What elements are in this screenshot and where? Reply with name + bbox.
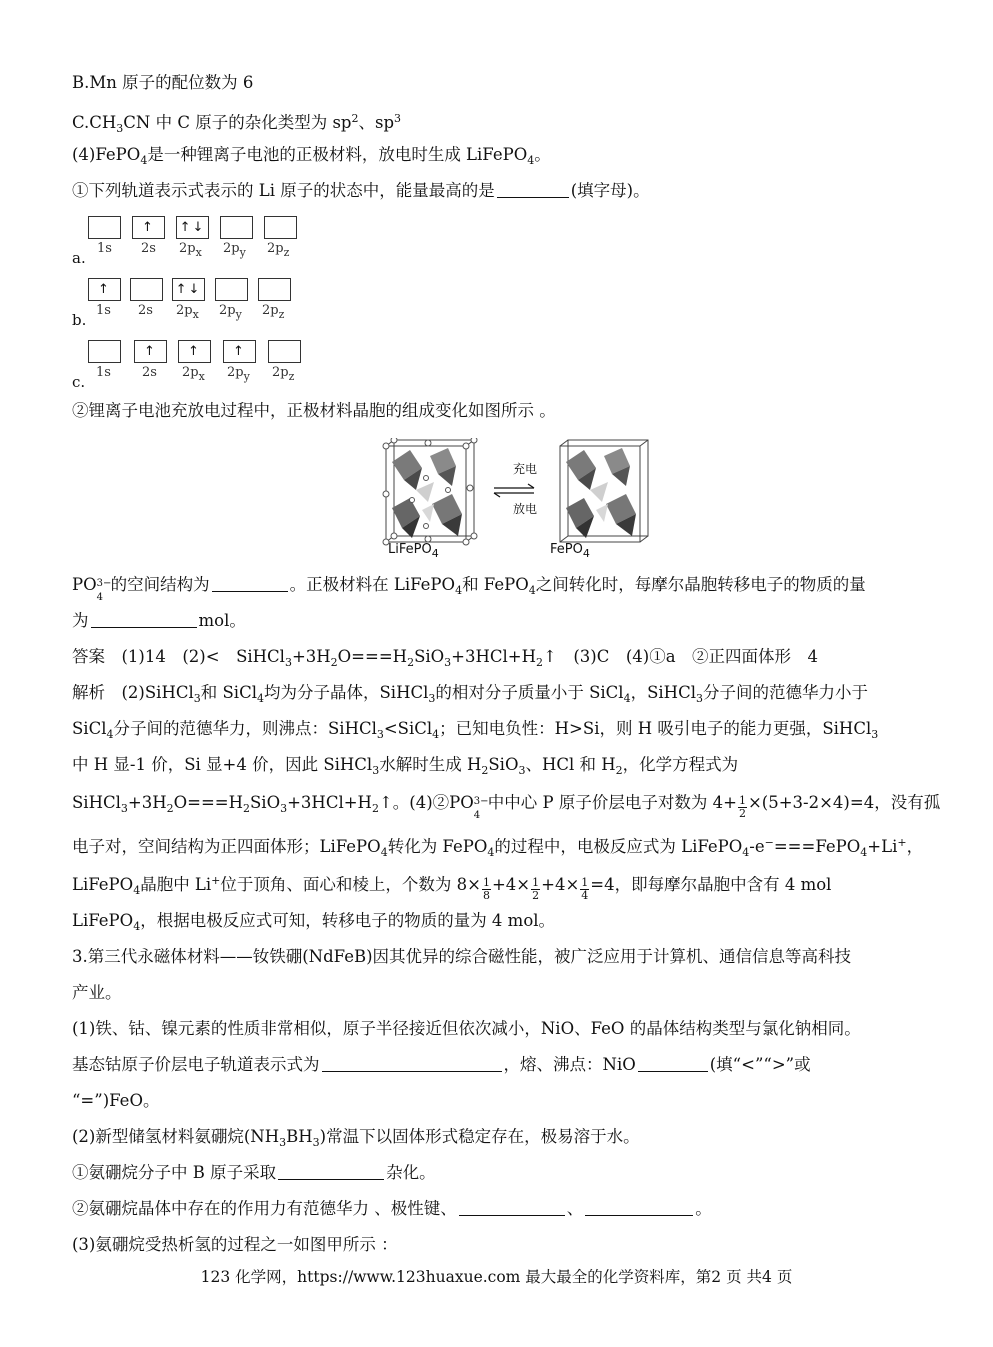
- orbital-box: ↑: [134, 340, 167, 363]
- discharge-label: 放电: [513, 502, 538, 516]
- analysis-line-7: LiFePO$_4$，根据电极反应式可知，转移电子的物质的量为 4 mol。: [72, 911, 556, 933]
- orbital-box: [88, 340, 121, 363]
- orbital-box: ↑: [132, 216, 165, 239]
- analysis-line-2: SiCl$_4$分子间的范德华力，则沸点：SiHCl$_3$<SiCl$_4$；已知电负性：H>Si，则 H 吸引电子的能力更强，SiHCl$_3$: [72, 719, 879, 741]
- orbital-row-b: b. ↑ ↑↓ 1s 2s $2p_x$ $2p_y$ $2p_z$: [72, 278, 332, 328]
- analysis-line-6: LiFePO$_4$晶胞中 Li+位于顶角、面心和棱上，个数为 8× $\frac{1}{8}$ +4× $\frac{1}{2}$ +4× $\frac{1}{4}$ =4，即每摩尔晶胞中含有 4 mol: [72, 874, 832, 902]
- answer-blank[interactable]: [638, 1055, 708, 1072]
- answer-blank[interactable]: [459, 1199, 565, 1216]
- orbital-box: [268, 340, 301, 363]
- lifepo4-label: LiFePO$_4$: [388, 542, 439, 560]
- question-3: 3.第三代永磁体材料——钕铁硼(NdFeB)因其优异的综合磁性能，被广泛应用于计算机、通信信息等高科技: [72, 947, 852, 966]
- answer-blank[interactable]: [585, 1199, 693, 1216]
- orbital-box: ↑↓: [176, 216, 209, 239]
- charge-label: 充电: [513, 462, 538, 476]
- question-3-2-1: ①氨硼烷分子中 B 原子采取 杂化。: [72, 1163, 436, 1182]
- option-b: B.Mn 原子的配位数为 6: [72, 73, 254, 92]
- question-4-2: ②锂离子电池充放电过程中，正极材料晶胞的组成变化如图所示 。: [72, 401, 556, 420]
- analysis-line-1: 解析 (2)SiHCl$_3$和 SiCl$_4$均为分子晶体，SiHCl$_3$的相对分子质量小于 SiCl$_4$，SiHCl$_3$分子间的范德华力小于: [72, 683, 868, 705]
- analysis-line-4: $SiHCl_3+3H_2O===H_2SiO_3+3HCl+H_2↑$。(4)②PO 3− 4 中中心 P 原子价层电子对数为 4+ $\frac{1}{2}$ ×(5+3-2×4)=4，没有孤: [72, 793, 941, 821]
- orbital-row-c: c. ↑ ↑ ↑ 1s 2s $2p_x$ $2p_y$ $2p_z$: [72, 340, 332, 390]
- orbital-box: ↑: [223, 340, 256, 363]
- orbital-box: [88, 216, 121, 239]
- fraction: $\frac{1}{2}$: [532, 876, 540, 902]
- orbital-box: [130, 278, 163, 301]
- question-3-cont: 产业。: [72, 983, 122, 1002]
- answer-blank[interactable]: [278, 1163, 384, 1180]
- question-4-1: ①下列轨道表示式表示的 Li 原子的状态中，能量最高的是 (填字母)。: [72, 181, 650, 200]
- answer-line: 答案 (1)14 (2)< $SiHCl_3+3H_2O===H_2SiO_3+3HCl+H_2↑$ (3)C (4)①a ②正四面体形 4: [72, 647, 819, 669]
- answer-blank[interactable]: [497, 181, 569, 198]
- question-4: (4)FePO$_4$是一种锂离子电池的正极材料，放电时生成 LiFePO$_4$。: [72, 145, 551, 167]
- orbital-box: ↑: [88, 278, 121, 301]
- option-c: $C.CH_3CN$ 中 C 原子的杂化类型为 $sp^2$、$sp^3$: [72, 112, 402, 135]
- orbital-row-a: a. ↑ ↑↓ 1s 2s $2p_x$ $2p_y$ $2p_z$: [72, 216, 332, 266]
- fraction: $\frac{1}{2}$: [738, 794, 746, 820]
- orbital-box: ↑: [178, 340, 211, 363]
- question-3-1-cont: “=”)FeO。: [72, 1091, 160, 1110]
- orbital-box: ↑↓: [172, 278, 205, 301]
- fraction: $\frac{1}{8}$: [482, 876, 490, 902]
- answer-blank[interactable]: [322, 1055, 502, 1072]
- question-3-2-2: ②氨硼烷晶体中存在的作用力有范德华力 、极性键、 、 。: [72, 1199, 712, 1218]
- question-3-3: (3)氨硼烷受热析氢的过程之一如图甲所示 ：: [72, 1235, 398, 1254]
- orbital-box: [264, 216, 297, 239]
- question-4-2-text: PO 3− 4 的空间结构为 。正极材料在 LiFePO$_4$和 FePO$_4$之间转化时，每摩尔晶胞转移电子的物质的量: [72, 575, 866, 603]
- fepo4-label: FePO$_4$: [550, 542, 590, 560]
- fraction: $\frac{1}{4}$: [581, 876, 589, 902]
- analysis-line-3: 中 H 显-1 价，Si 显+4 价，因此 SiHCl$_3$水解时生成 $H_2SiO_3$、HCl 和 $H_2$，化学方程式为: [72, 755, 739, 777]
- question-3-2: (2)新型储氢材料氨硼烷$(NH_3BH_3)$常温下以固体形式稳定存在，极易溶于水。: [72, 1127, 640, 1149]
- page-footer: 123 化学网，https://www.123huaxue.com 最大最全的化学资料库，第2 页 共4 页: [200, 1268, 793, 1286]
- analysis-line-5: 电子对，空间结构为正四面体形；LiFePO$_4$转化为 FePO$_4$的过程中，电极反应式为 LiFePO$_4$-e−===FePO$_4$+Li+，: [72, 836, 924, 859]
- orbital-box: [215, 278, 248, 301]
- crystal-cells-svg: [382, 438, 682, 548]
- orbital-box: [220, 216, 253, 239]
- answer-blank[interactable]: [212, 575, 288, 592]
- question-3-1: (1)铁、钴、镍元素的性质非常相似，原子半径接近但依次减小，NiO、FeO 的晶体结构类型与氯化钠相同。: [72, 1019, 861, 1038]
- answer-blank[interactable]: [91, 611, 197, 628]
- question-3-1-blanks: 基态钴原子价层电子轨道表示式为 ，熔、沸点：NiO (填“<”“>”或: [72, 1055, 811, 1074]
- orbital-box: [258, 278, 291, 301]
- question-4-2-text-2: 为 mol。: [72, 611, 246, 630]
- fepo4-polyhedra: [566, 448, 636, 538]
- reversible-arrow: [494, 484, 534, 497]
